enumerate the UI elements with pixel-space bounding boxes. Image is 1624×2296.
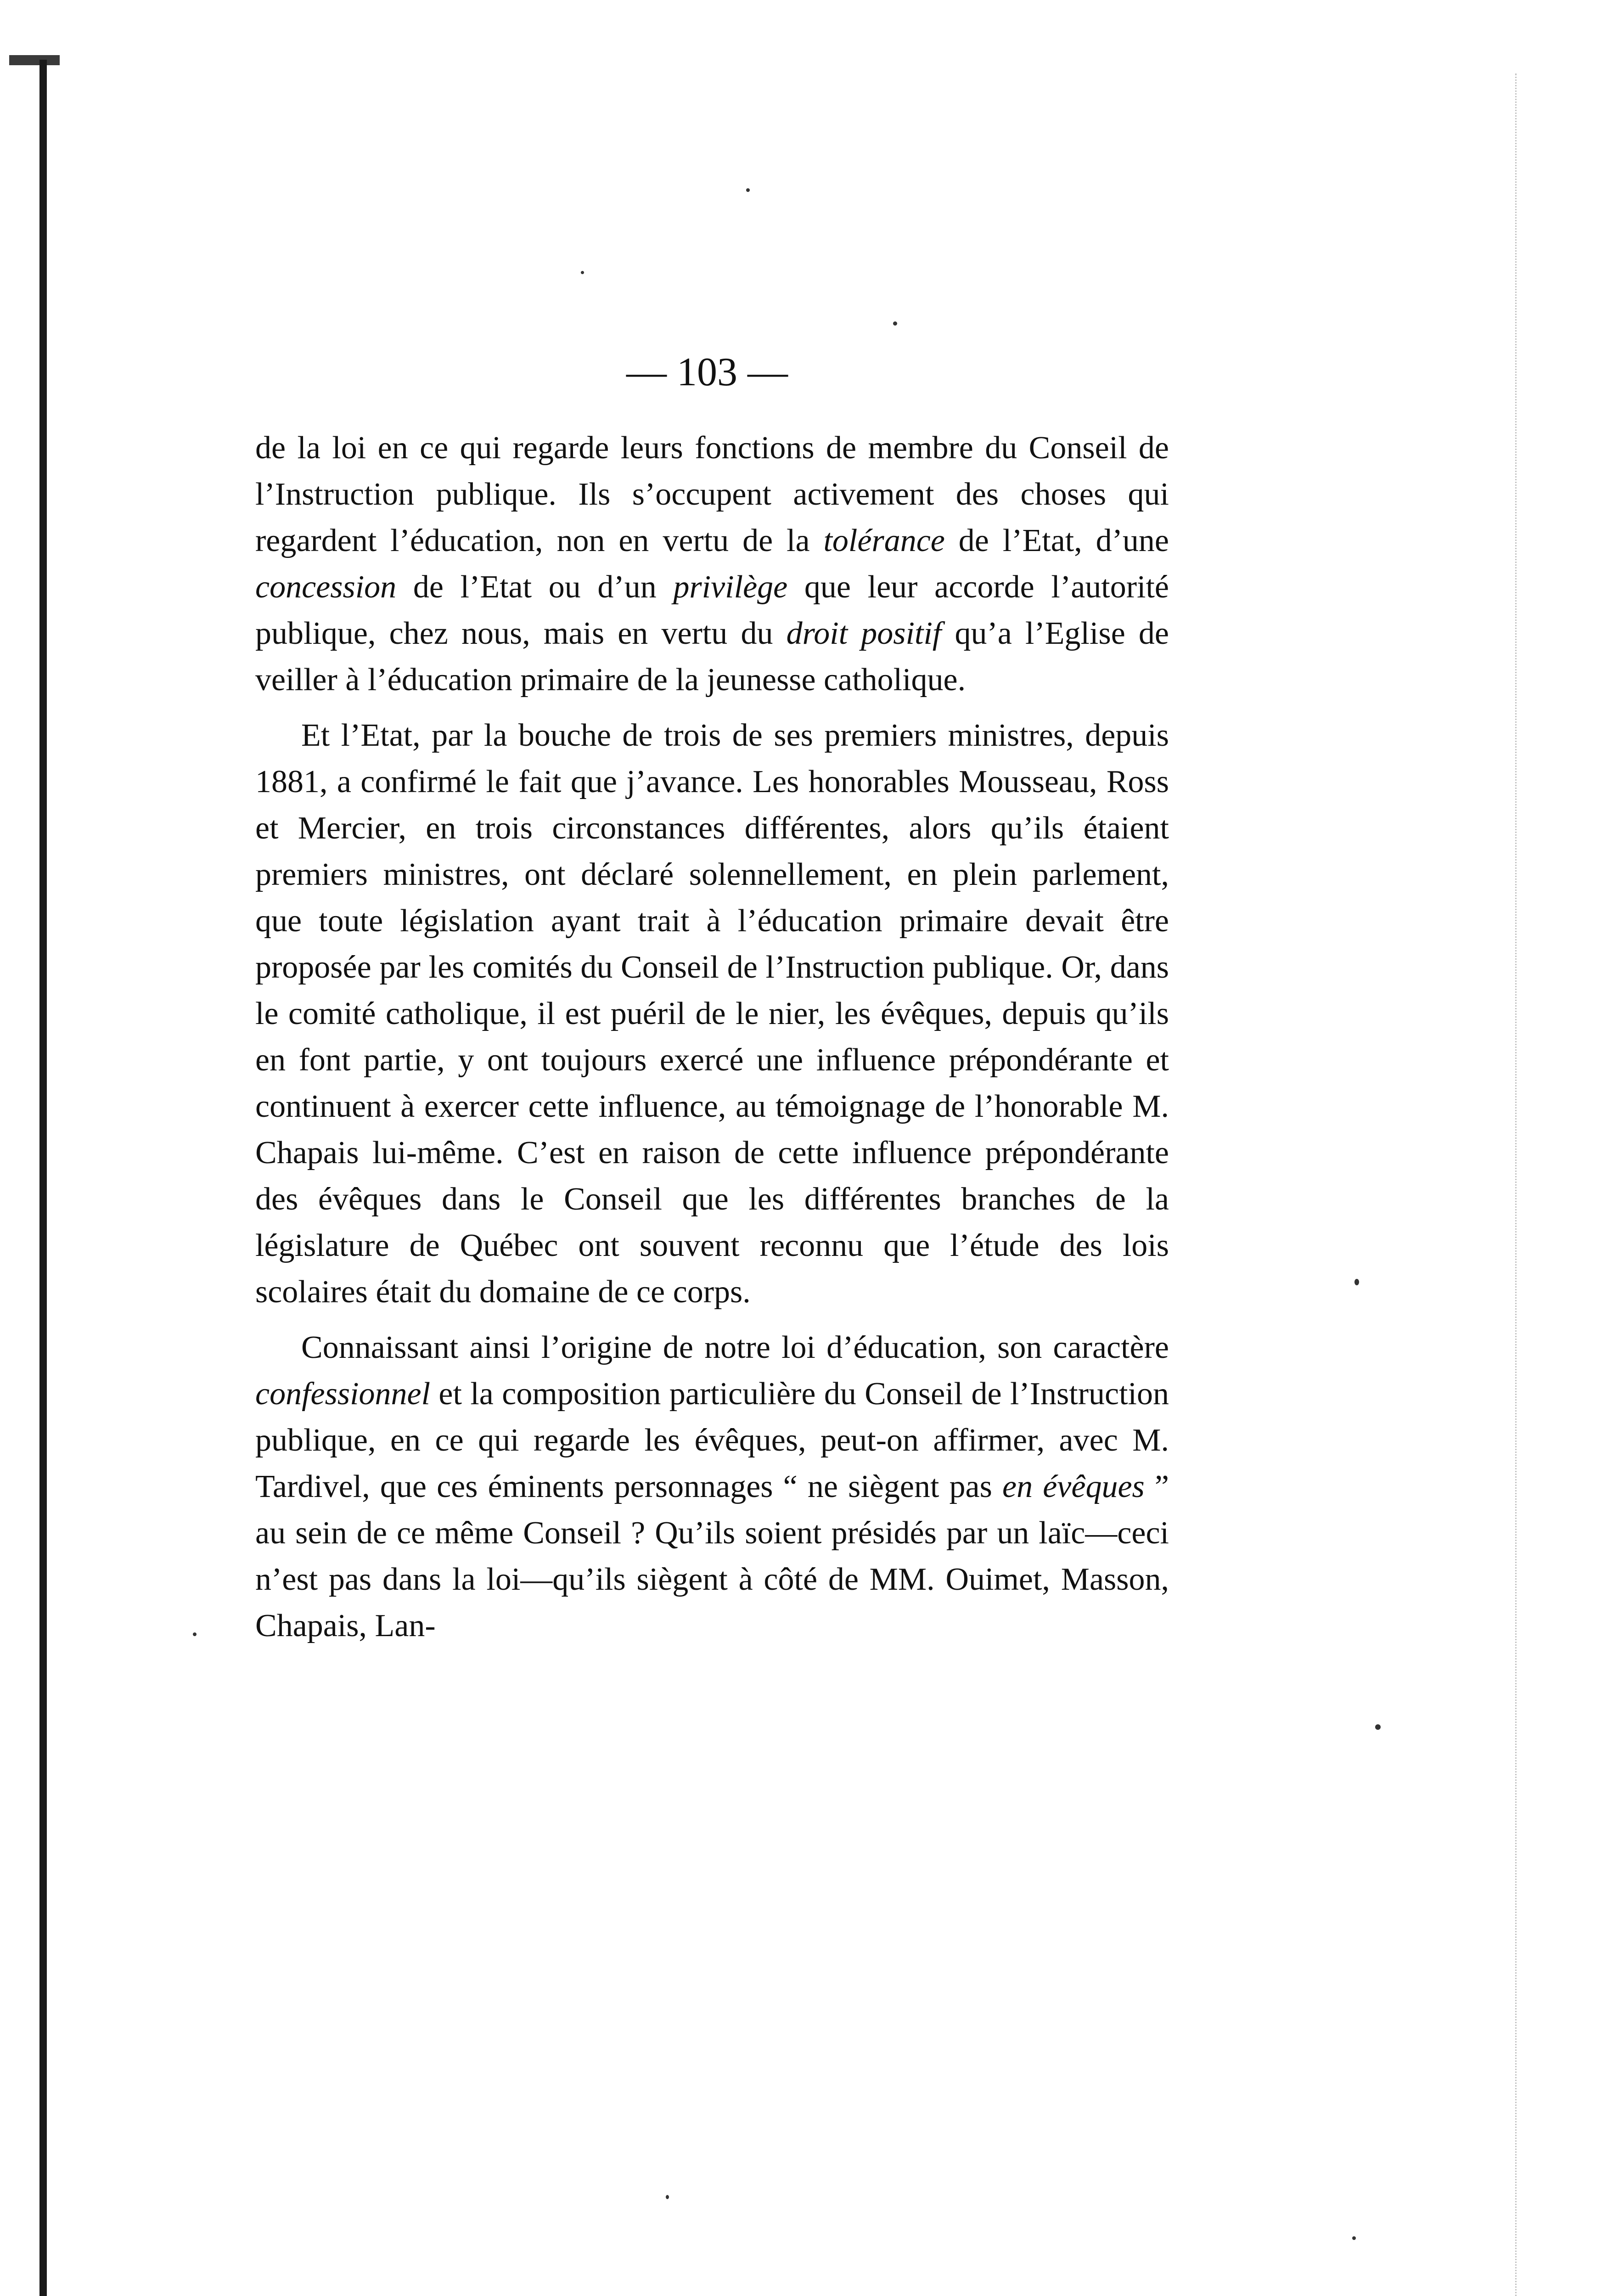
- italic-phrase: tolérance: [823, 523, 945, 558]
- binding-edge-top: [9, 55, 60, 65]
- italic-phrase: privilège: [673, 569, 788, 605]
- scan-speck: [1354, 1279, 1359, 1285]
- text-run: qu’a l’Eglise de veiller à l’éducation primaire de la jeunesse catholique.: [255, 616, 1169, 698]
- scan-speck: [666, 2195, 669, 2199]
- scan-speck: [893, 321, 897, 326]
- italic-phrase: concession: [255, 569, 397, 605]
- text-run: et la composition particulière du Conseil de l’Instruction publique, en ce qui regarde les évêques, peut-on affirmer, avec M. Tardivel, que ces éminents personnages “ ne siègent pas: [255, 1376, 1169, 1504]
- body-text: [255, 425, 1169, 1649]
- scan-speck: [1375, 1724, 1381, 1730]
- paragraph-gap: [255, 1315, 1169, 1324]
- binding-edge: [39, 60, 47, 2296]
- italic-phrase: droit positif: [786, 616, 942, 651]
- paragraph-2: [255, 712, 1169, 1315]
- scan-speck: [1352, 2236, 1356, 2240]
- text-run: Et l’Etat, par la bouche de trois de ses premiers ministres, depuis 1881, a confirmé le fait que j’avance. Les honorables Mousseau, Ross et Mercier, en trois circonstances différentes, alors qu’ils étaient premiers ministres, ont déclaré solennellement, en plein parlement, que toute législation ayant trait à l’éducation primaire devait être proposée par les comités du Conseil de l’Instruction publique. Or, dans le comité catholique, il est puéril de le nier, les évêques, depuis qu’ils en font partie, y ont toujours exercé une influence prépondérante et continuent à exercer cette influence, au témoignage de l’honorable M. Chapais lui-même. C’est en raison de cette influence prépondérante des évêques dans le Conseil que les différentes branches de la législature de Québec ont souvent reconnu que l’étude des lois scolaires était du domaine de ce corps.: [255, 718, 1169, 1310]
- text-run: de l’Etat, d’une: [944, 523, 1169, 558]
- scan-speck: [193, 1632, 197, 1636]
- italic-phrase: en évêques: [1002, 1469, 1145, 1504]
- italic-phrase: confessionnel: [255, 1376, 431, 1412]
- text-run: ” au sein de ce même Conseil ? Qu’ils soient présidés par un laïc—ceci n’est pas dans la loi—qu’ils siègent à côté de MM. Ouimet, Masson, Chapais, Lan-: [255, 1469, 1169, 1643]
- scan-speck: [581, 271, 584, 274]
- page-edge-right: [1515, 73, 1520, 2296]
- text-run: Connaissant ainsi l’origine de notre loi d’éducation, son caractère: [301, 1330, 1169, 1365]
- page-number: — 103 —: [626, 350, 788, 394]
- text-run: de l’Etat ou d’un: [396, 569, 674, 605]
- paragraph-1: [255, 425, 1169, 703]
- scan-speck: [746, 188, 750, 192]
- paragraph-3: [255, 1324, 1169, 1649]
- paragraph-gap: [255, 703, 1169, 712]
- text-run: de la loi en ce qui regarde leurs fonctions de membre du Conseil de l’Instruction publique. Ils s’occupent activement des choses qui regardent l’éducation, non en vertu de la: [255, 430, 1169, 558]
- text-run: que leur accorde l’autorité publique, chez nous, mais en vertu du: [255, 569, 1169, 651]
